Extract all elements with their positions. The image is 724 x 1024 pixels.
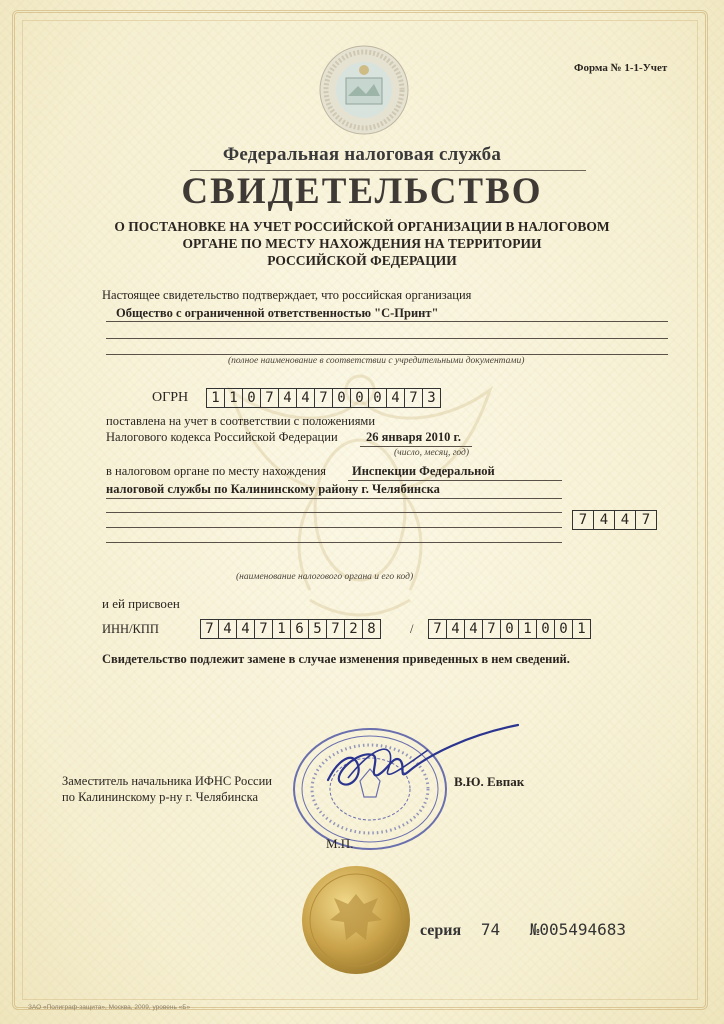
authority-name-line2: налоговой службы по Калининскому району г. Челябинска <box>106 482 440 496</box>
kpp-digit: 0 <box>536 619 555 639</box>
printer-footer: ЗАО «Полиграф-защита», Москва, 2009, уровень «Б» <box>28 1004 191 1011</box>
inn-digit: 1 <box>272 619 291 639</box>
authority-caption: (наименование налогового органа и его код) <box>236 572 414 582</box>
kpp-digit: 4 <box>464 619 483 639</box>
underline <box>360 446 472 447</box>
tax-code-text: Налогового кодекса Российской Федерации <box>106 430 338 444</box>
assigned-label: и ей присвоен <box>102 596 180 611</box>
certificate-number: №005494683 <box>529 920 627 939</box>
authority-code-boxes <box>572 510 657 530</box>
ogrn-digit: 1 <box>206 388 225 408</box>
hologram-emblem <box>318 44 410 136</box>
inn-digit: 4 <box>218 619 237 639</box>
agency-name: Федеральная налоговая служба <box>222 144 502 165</box>
underline <box>106 338 668 339</box>
inn-digit: 7 <box>254 619 273 639</box>
series-label: серия <box>420 922 462 939</box>
underline <box>106 354 668 355</box>
signatory-position-line2: по Калининскому р-ну г. Челябинска <box>62 790 258 804</box>
inn-digit: 7 <box>326 619 345 639</box>
inn-digit: 6 <box>290 619 309 639</box>
kpp-digit: 0 <box>554 619 573 639</box>
underline <box>348 480 562 481</box>
ogrn-digit: 4 <box>278 388 297 408</box>
ogrn-digit: 3 <box>422 388 441 408</box>
kpp-digit: 7 <box>428 619 447 639</box>
ogrn-digit: 0 <box>332 388 351 408</box>
kpp-digit: 7 <box>482 619 501 639</box>
inn-boxes <box>200 619 381 639</box>
series-value: 74 <box>480 920 501 939</box>
org-name-caption: (полное наименование в соответствии с учредительными документами) <box>228 356 525 366</box>
inn-kpp-label: ИНН/КПП <box>102 622 159 636</box>
inn-digit: 8 <box>362 619 381 639</box>
inn-digit: 2 <box>344 619 363 639</box>
registration-text: поставлена на учет в соответствии с положениями <box>106 414 376 428</box>
authority-name-line1: Инспекции Федеральной <box>352 464 495 478</box>
authority-code-digit: 4 <box>593 510 615 530</box>
ogrn-digit: 7 <box>260 388 279 408</box>
series-number <box>420 920 626 940</box>
authority-code-digit: 7 <box>572 510 594 530</box>
kpp-digit: 1 <box>572 619 591 639</box>
ogrn-label: ОГРН <box>152 390 189 405</box>
inn-digit: 4 <box>236 619 255 639</box>
ogrn-digit: 0 <box>242 388 261 408</box>
underline <box>106 542 562 543</box>
certificate-title: СВИДЕТЕЛЬСТВО <box>181 171 543 212</box>
inn-digit: 5 <box>308 619 327 639</box>
subtitle-line: ОРГАНЕ ПО МЕСТУ НАХОЖДЕНИЯ НА ТЕРРИТОРИИ <box>182 236 542 251</box>
inn-digit: 7 <box>200 619 219 639</box>
inn-kpp-separator: / <box>410 622 414 636</box>
authority-intro: в налоговом органе по месту нахождения <box>106 464 327 478</box>
underline <box>106 498 562 499</box>
authority-code-digit: 7 <box>635 510 657 530</box>
ogrn-digit: 4 <box>296 388 315 408</box>
certificate-subtitle <box>0 218 724 269</box>
ogrn-digit: 0 <box>350 388 369 408</box>
underline <box>106 321 668 322</box>
ogrn-boxes <box>206 388 441 408</box>
authority-code-digit: 4 <box>614 510 636 530</box>
replacement-notice: Свидетельство подлежит замене в случае изменения приведенных в нем сведений. <box>102 652 570 666</box>
ogrn-digit: 0 <box>368 388 387 408</box>
underline <box>106 512 562 513</box>
form-number: Форма № 1-1-Учет <box>574 62 668 74</box>
ogrn-digit: 7 <box>404 388 423 408</box>
signatory-position-line1: Заместитель начальника ИФНС России <box>62 774 272 788</box>
stamp-place-label: М.П. <box>326 836 354 851</box>
registration-date: 26 января 2010 г. <box>366 430 461 444</box>
confirm-text: Настоящее свидетельство подтверждает, что российская организация <box>102 288 472 302</box>
subtitle-line: РОССИЙСКОЙ ФЕДЕРАЦИИ <box>267 253 457 268</box>
kpp-digit: 4 <box>446 619 465 639</box>
underline <box>106 527 562 528</box>
kpp-digit: 1 <box>518 619 537 639</box>
organization-name: Общество с ограниченной ответственностью "С-Принт" <box>116 306 439 320</box>
kpp-boxes <box>428 619 591 639</box>
ogrn-digit: 4 <box>386 388 405 408</box>
date-caption: (число, месяц, год) <box>394 448 470 458</box>
signatory-name: В.Ю. Евпак <box>454 774 525 789</box>
kpp-digit: 0 <box>500 619 519 639</box>
ogrn-digit: 7 <box>314 388 333 408</box>
gold-seal-emblem <box>300 864 412 976</box>
ogrn-digit: 1 <box>224 388 243 408</box>
subtitle-line: О ПОСТАНОВКЕ НА УЧЕТ РОССИЙСКОЙ ОРГАНИЗАЦИИ В НАЛОГОВОМ <box>114 219 610 234</box>
